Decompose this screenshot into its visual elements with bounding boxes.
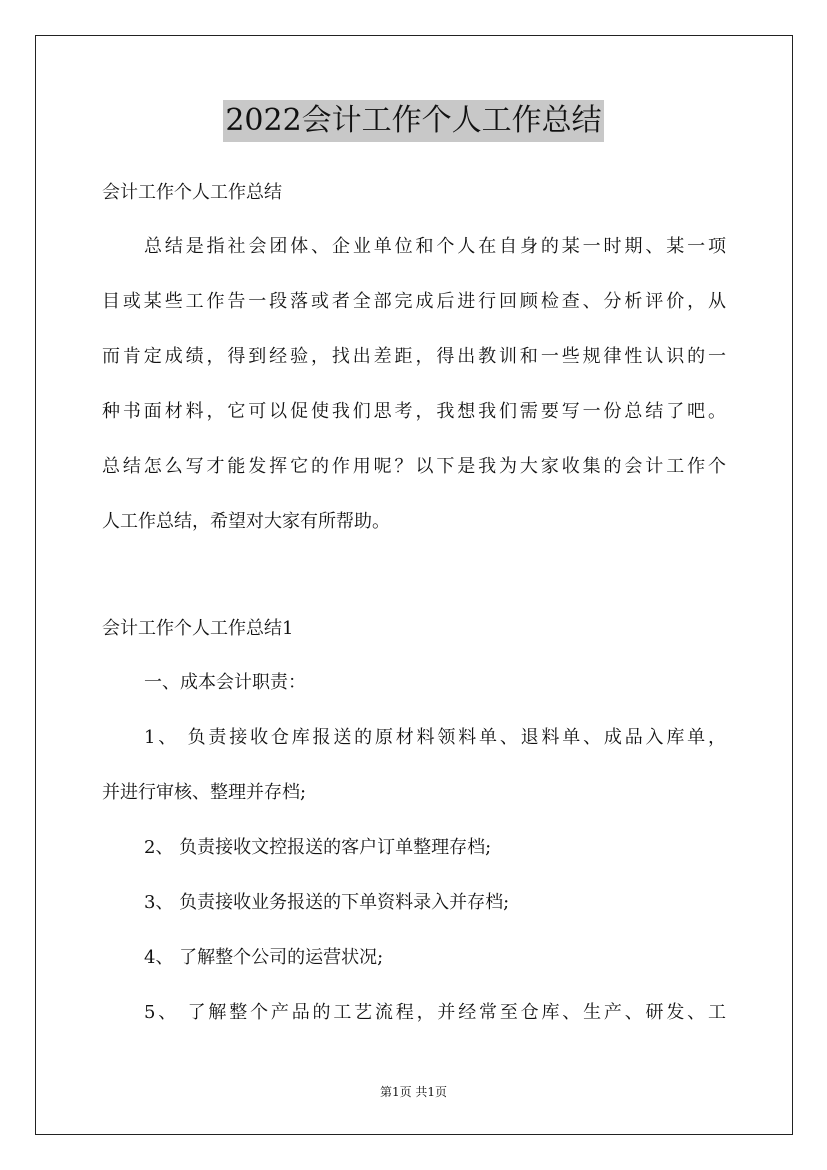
paragraph-line: 人工作总结，希望对大家有所帮助。 xyxy=(102,511,390,532)
list-item: 5、 了解整个产品的工艺流程，并经常至仓库、生产、研发、工 xyxy=(144,1002,726,1023)
list-item-continuation: 并进行审核、整理并存档; xyxy=(102,782,307,803)
paragraph-line: 总结是指社会团体、企业单位和个人在自身的某一时期、某一项 xyxy=(144,236,726,257)
paragraph-line: 总结怎么写才能发挥它的作用呢？以下是我为大家收集的会计工作个 xyxy=(102,456,726,477)
paragraph-line: 目或某些工作告一段落或者全部完成后进行回顾检查、分析评价，从 xyxy=(102,291,726,312)
list-item: 4、 了解整个公司的运营状况; xyxy=(144,947,384,968)
paragraph-line: 种书面材料，它可以促使我们思考，我想我们需要写一份总结了吧。 xyxy=(102,401,726,422)
paragraph-line: 而肯定成绩，得到经验，找出差距，得出教训和一些规律性认识的一 xyxy=(102,346,726,367)
subsection-heading: 一、成本会计职责： xyxy=(144,672,306,693)
section-heading: 会计工作个人工作总结1 xyxy=(102,618,294,639)
list-item: 3、 负责接收业务报送的下单资料录入并存档; xyxy=(144,892,510,913)
title-container xyxy=(0,100,827,142)
list-item: 2、 负责接收文控报送的客户订单整理存档; xyxy=(144,837,492,858)
page-footer: 第1页 共1页 xyxy=(379,1085,448,1099)
list-item: 1、 负责接收仓库报送的原材料领料单、退料单、成品入库单， xyxy=(144,727,726,748)
document-title: 2022会计工作个人工作总结 xyxy=(223,100,603,142)
intro-heading: 会计工作个人工作总结 xyxy=(102,182,282,203)
